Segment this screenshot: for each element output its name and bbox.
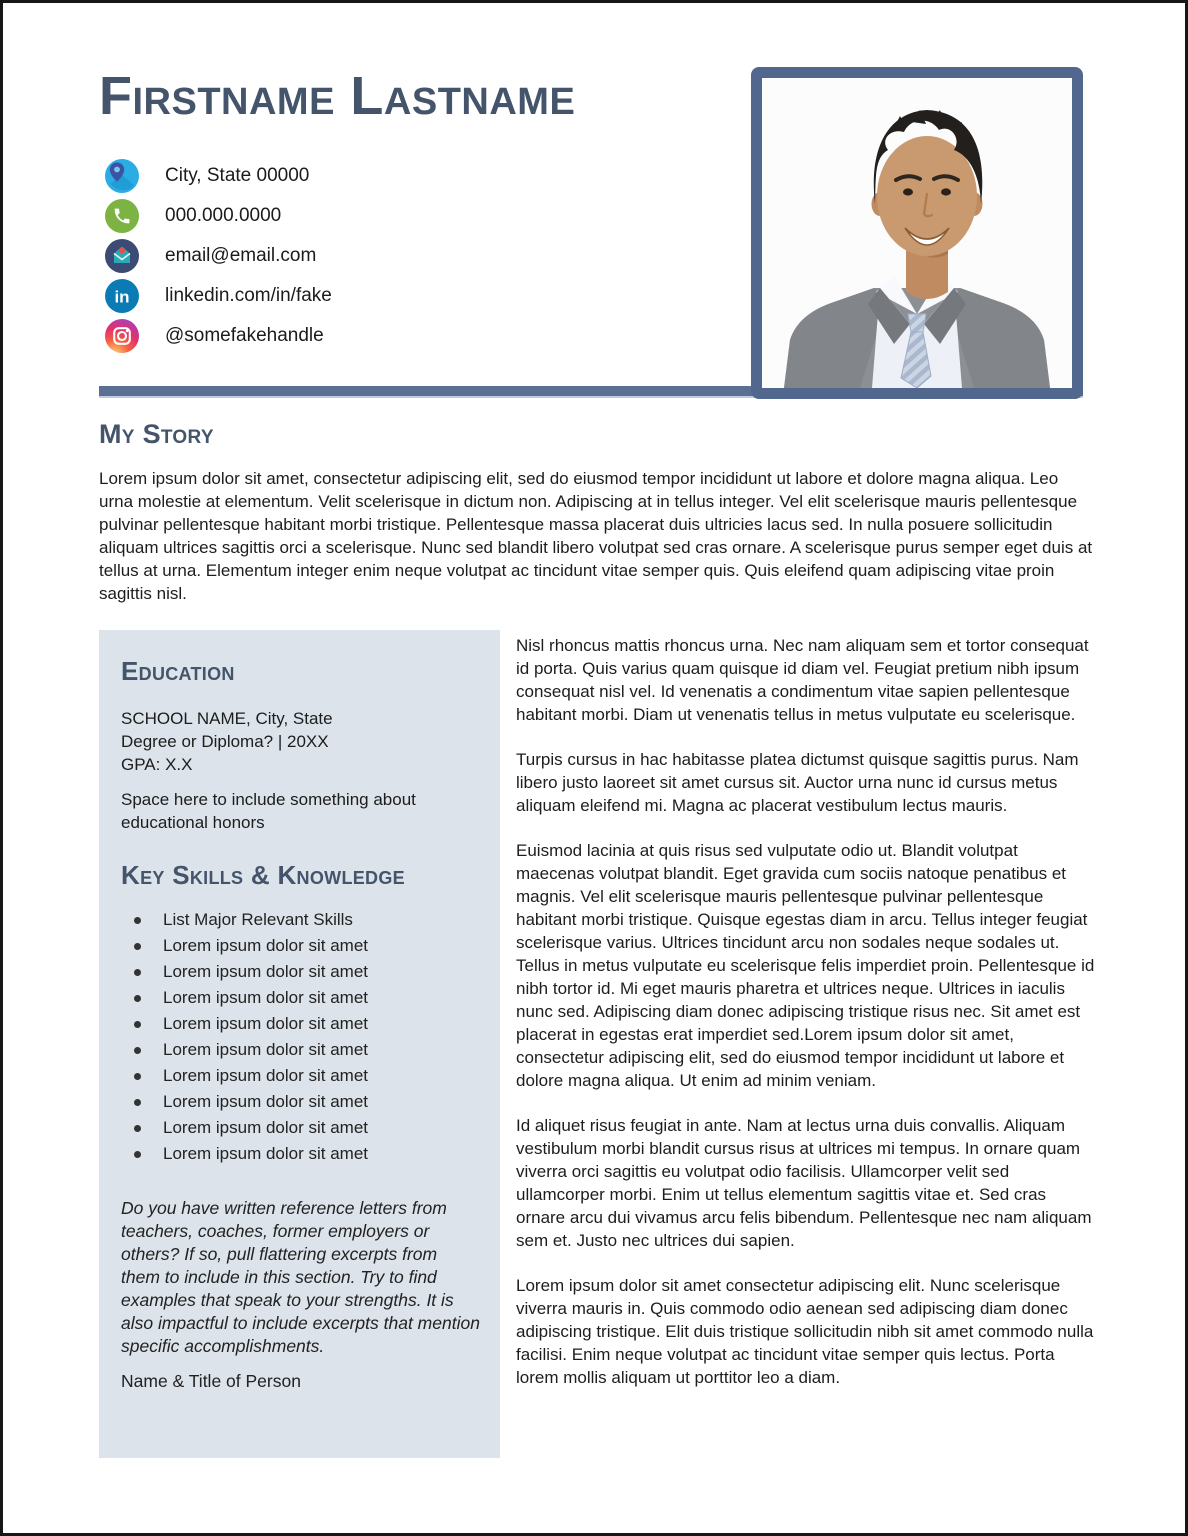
body-paragraph: Id aliquet risus feugiat in ante. Nam at lectus urna duis convallis. Aliquam vestibulum morbi blandit cursus risus at ultrices mi tempus. In ornare quam viverra orci sagittis eu volutpat odio facilisis. Ullamcorper velit sed ullamcorper morbi. Enim ut tellus elementum sagittis vitae et. Sed cras ornare arcu dui vivamus arcu felis bibendum. Pellentesque nec nam aliquam sem et. Justo nec ultrices dui sapien.	[516, 1116, 1092, 1250]
education-gpa: GPA: X.X	[121, 755, 193, 774]
headshot-illustration	[762, 78, 1072, 388]
section-title-key-skills: Key Skills & Knowledge	[121, 860, 405, 890]
skill-item: Lorem ipsum dolor sit amet	[121, 1089, 480, 1115]
education-details	[121, 707, 480, 776]
body-paragraph: Turpis cursus in hac habitasse platea dictumst quisque sagittis purus. Nam libero justo laoreet sit amet cursus sit. Auctor urna nunc id cursus metus aliquam eleifend mi. Magna ac placerat vestibulum lectus mauris.	[516, 750, 1079, 815]
contact-location-text: City, State 00000	[165, 165, 310, 186]
skill-item: List Major Relevant Skills	[121, 907, 480, 933]
reference-signature: Name & Title of Person	[121, 1371, 301, 1391]
contact-instagram-text: @somefakehandle	[165, 325, 324, 346]
location-icon	[105, 159, 139, 193]
body-paragraph: Lorem ipsum dolor sit amet consectetur adipiscing elit. Nunc scelerisque viverra mauris in. Quis commodo odio aenean sed adipiscing diam donec adipiscing tristique. Elit duis tristique sollicitudin nibh sit amet commodo nulla facilisi. Enim neque volutpat ac tincidunt vitae semper quis lectus. Porta lorem mollis aliquam ut porttitor leo a diam.	[516, 1276, 1094, 1387]
skill-item: Lorem ipsum dolor sit amet	[121, 1115, 480, 1141]
contact-phone-text: 000.000.0000	[165, 205, 282, 226]
sidebar	[99, 630, 500, 1458]
phone-icon	[105, 199, 139, 233]
skill-item: Lorem ipsum dolor sit amet	[121, 985, 480, 1011]
contact-row-linkedin	[105, 279, 332, 313]
skills-list	[121, 907, 480, 1167]
education-honors-note: Space here to include something about educational honors	[121, 790, 416, 832]
education-degree: Degree or Diploma? | 20XX	[121, 732, 329, 751]
svg-text:in: in	[114, 287, 130, 307]
contact-email-text: email@email.com	[165, 245, 317, 266]
skill-item: Lorem ipsum dolor sit amet	[121, 933, 480, 959]
main-column	[516, 634, 1096, 1411]
contact-list	[105, 159, 332, 353]
skill-item: Lorem ipsum dolor sit amet	[121, 959, 480, 985]
page-title: Firstname Lastname	[99, 66, 576, 126]
skill-item: Lorem ipsum dolor sit amet	[121, 1063, 480, 1089]
contact-row-phone	[105, 199, 332, 233]
references-note: Do you have written reference letters from teachers, coaches, former employers or others? If so, pull flattering excerpts from them to include in this section. Try to find examples that speak to your strengths. It is also impactful to include excerpts that mention specific accomplishments.	[121, 1198, 480, 1356]
skill-item: Lorem ipsum dolor sit amet	[121, 1037, 480, 1063]
section-title-my-story: My Story	[99, 419, 214, 449]
section-title-education: Education	[121, 656, 235, 686]
contact-linkedin-text: linkedin.com/in/fake	[165, 285, 332, 306]
contact-row-instagram	[105, 319, 332, 353]
education-school: SCHOOL NAME, City, State	[121, 709, 333, 728]
skill-item: Lorem ipsum dolor sit amet	[121, 1141, 480, 1167]
linkedin-icon	[105, 279, 139, 313]
email-icon	[105, 239, 139, 273]
body-paragraph: Euismod lacinia at quis risus sed vulputate odio ut. Blandit volutpat maecenas volutpat blandit. Eget gravida cum sociis natoque penatibus et magnis. Vel elit scelerisque mauris pellentesque pulvinar pellentesque habitant morbi tristique. Quisque egestas diam in arcu. Tellus integer feugiat scelerisque varius. Ultrices tincidunt arcu non sodales neque sodales ut. Tellus in metus vulputate eu scelerisque felis imperdiet proin. Pellentesque id nibh tortor id. Mi eget mauris pharetra et ultrices neque. Ultrices in iaculis nunc sed. Adipiscing diam donec adipiscing tristique risus nec. Sit amet est placerat in egestas erat imperdiet sed.Lorem ipsum dolor sit amet, consectetur adipiscing elit, sed do eiusmod tempor incididunt ut labore et dolore magna aliqua. Ut enim ad minim veniam.	[516, 841, 1095, 1090]
my-story-paragraph: Lorem ipsum dolor sit amet, consectetur adipiscing elit, sed do eiusmod tempor incididunt ut labore et dolore magna aliqua. Leo urna molestie at elementum. Velit scelerisque in dictum non. Adipiscing at in tellus integer. Vel elit scelerisque mauris pellentesque pulvinar pellentesque habitant morbi tristique. Pellentesque massa placerat duis ultricies lacus sed. In nulla posuere sollicitudin aliquam ultrices sagittis orci a scelerisque. Nunc sed blandit libero volutpat sed cras ornare. A scelerisque purus semper eget duis at tellus at urna. Elementum integer enim neque volutpat ac tincidunt vitae semper quis. Quis eleifend quam adipiscing vitae proin sagittis nisl.	[99, 469, 1093, 603]
skill-item: Lorem ipsum dolor sit amet	[121, 1011, 480, 1037]
contact-row-location	[105, 159, 332, 193]
instagram-icon	[105, 319, 139, 353]
contact-row-email	[105, 239, 332, 273]
body-paragraph: Nisl rhoncus mattis rhoncus urna. Nec nam aliquam sem et tortor consequat id porta. Quis varius quam quisque id diam vel. Feugiat pretium nibh ipsum consequat nisl vel. Id venenatis a condimentum vitae sapien pellentesque habitant morbi. Diam ut venenatis tellus in metus vulputate eu scelerisque.	[516, 636, 1089, 724]
headshot-photo	[751, 67, 1083, 399]
